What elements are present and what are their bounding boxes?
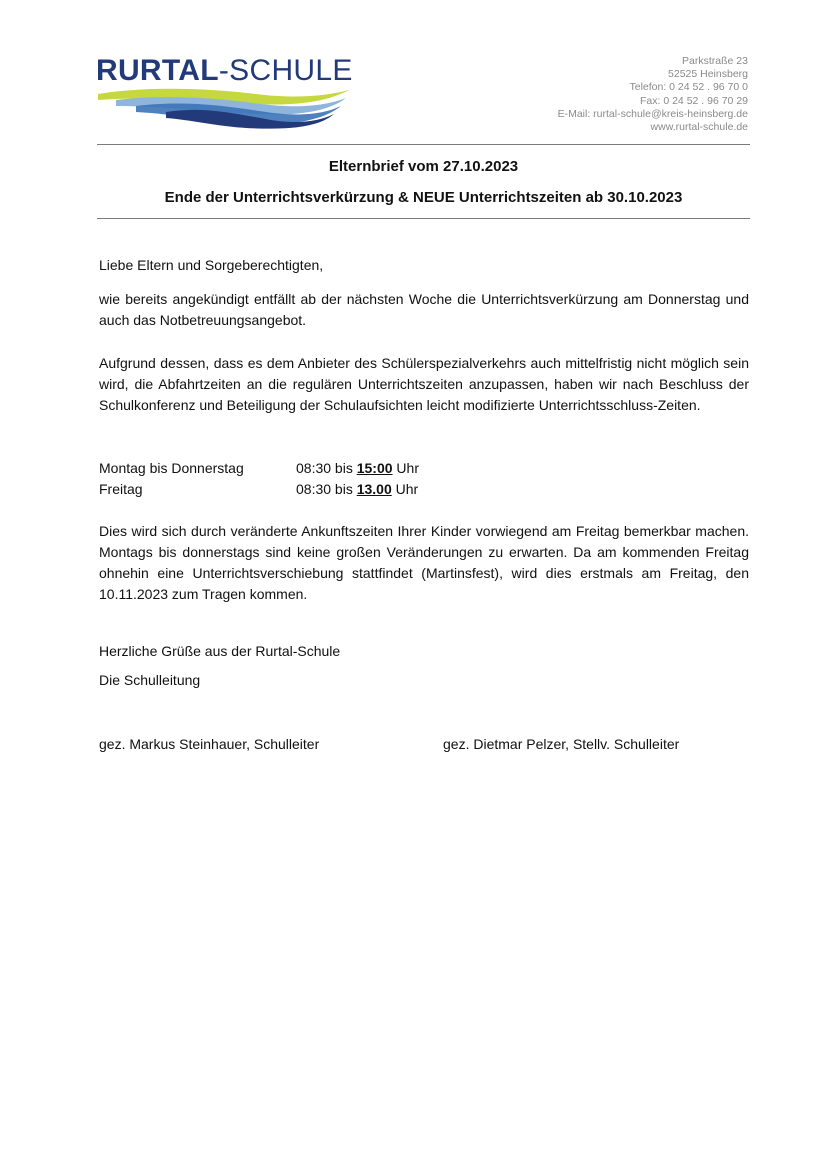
greeting: Liebe Eltern und Sorgeberechtigten,: [99, 257, 324, 273]
schedule-start: 08:30 bis: [296, 460, 357, 476]
schedule-end: 15:00: [356, 460, 393, 476]
schedule-table: [99, 458, 749, 500]
paragraph-3: Dies wird sich durch veränderte Ankunftszeiten Ihrer Kinder vorwiegend am Freitag bemerkbar machen. Montags bis donnerstags sind keine großen Veränderungen zu erwarten. Da am kommenden Freitag ohnehin eine Unterrichtsverschiebung stattfindet (Martinsfest), wird dies erstmals am Freitag, den 10.11.2023 zum Tragen kommen.: [99, 523, 749, 602]
paragraph-1: wie bereits angekündigt entfällt ab der nächsten Woche die Unterrichtsverkürzung am Donnerstag und auch das Notbetreuungsangebot.: [99, 291, 749, 328]
sender: Die Schulleitung: [99, 672, 201, 688]
address-fax: Fax: 0 24 52 . 96 70 29: [640, 94, 748, 107]
schedule-time: [296, 479, 418, 500]
school-logo: [96, 54, 351, 128]
school-address: [558, 55, 748, 134]
header-divider-bottom: [97, 218, 750, 219]
paragraph-2: Aufgrund dessen, dass es dem Anbieter des Schülerspezialverkehrs auch mittelfristig nicht möglich sein wird, die Abfahrtzeiten an die regulären Unterrichtszeiten anzupassen, haben wir nach Beschluss der Schulkonferenz und Beteiligung der Schulaufsichten leicht modifizierte Unterrichtsschluss-Zeiten.: [99, 355, 749, 413]
logo-bold-text: RURTAL: [96, 54, 219, 87]
logo-wordmark: [96, 54, 353, 88]
letter-subtitle: Ende der Unterrichtsverkürzung & NEUE Unterrichtszeiten ab 30.10.2023: [164, 189, 683, 206]
schedule-time: [296, 458, 419, 479]
schedule-row-fri: [99, 479, 749, 500]
schedule-row-mon-thu: [99, 458, 749, 479]
schedule-unit: Uhr: [391, 481, 419, 497]
address-city: 52525 Heinsberg: [668, 68, 748, 81]
schedule-end: 13.00: [356, 481, 392, 497]
address-email: E-Mail: rurtal-schule@kreis-heinsberg.de: [557, 107, 748, 120]
schedule-days: Montag bis Donnerstag: [99, 460, 244, 476]
schedule-days: Freitag: [99, 481, 143, 497]
schedule-start: 08:30 bis: [296, 481, 357, 497]
logo-wave-graphic: [96, 86, 351, 130]
header-divider-top: [97, 144, 750, 145]
logo-light-text: -SCHULE: [218, 54, 353, 87]
signature-right: gez. Dietmar Pelzer, Stellv. Schulleiter: [443, 736, 680, 752]
signature-left: gez. Markus Steinhauer, Schulleiter: [99, 736, 320, 752]
address-website: www.rurtal-schule.de: [650, 121, 748, 134]
schedule-unit: Uhr: [392, 460, 419, 476]
closing: Herzliche Grüße aus der Rurtal-Schule: [99, 643, 341, 659]
letter-title: Elternbrief vom 27.10.2023: [328, 158, 519, 175]
address-street: Parkstraße 23: [682, 55, 748, 67]
address-phone: Telefon: 0 24 52 . 96 70 0: [629, 81, 748, 94]
